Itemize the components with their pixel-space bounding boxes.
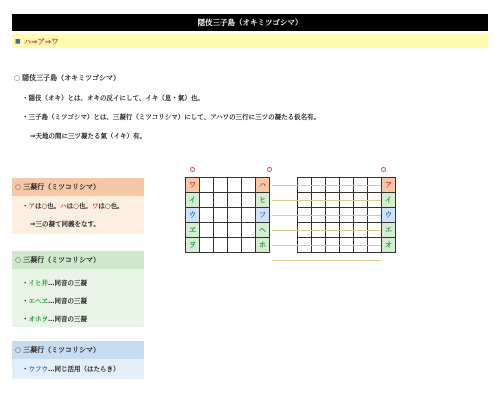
intro-line-3: ⇒天地の間に三ツ凝たる氣（イキ）有。 bbox=[30, 132, 146, 140]
grid-connector-line bbox=[272, 245, 381, 246]
panel-line: ・ イヒ井 …同音の三凝 bbox=[22, 278, 87, 287]
grid-connector-line bbox=[272, 230, 381, 231]
kana-cell: ヘ bbox=[256, 223, 270, 238]
panel-heading: ○ 三凝行（ミツコリシマ） bbox=[12, 178, 144, 196]
kana-cell: フ bbox=[256, 208, 270, 223]
panel-mitsukori-3 bbox=[12, 341, 144, 379]
blue-square-icon: ■ bbox=[15, 37, 21, 45]
grid-connector-line bbox=[272, 215, 381, 216]
kana-cell: ヲ bbox=[186, 238, 200, 253]
panel-mitsukori-1 bbox=[12, 178, 144, 234]
circle-bullet-icon: ○ bbox=[14, 74, 21, 82]
panel-mitsukori-2 bbox=[12, 251, 144, 327]
subtitle-text: ハ⇒ア⇒ワ bbox=[23, 36, 59, 46]
circle-bullet-icon: ○ bbox=[15, 183, 22, 191]
panel-line: ⇒三の凝て同義をなす。 bbox=[30, 219, 100, 228]
kana-grid-left bbox=[185, 177, 270, 253]
kana-cell: ウ bbox=[186, 208, 200, 223]
marker-circle-icon bbox=[381, 167, 386, 172]
panel-heading: ○ 三凝行（ミツコリシマ） bbox=[12, 341, 144, 359]
kana-cell: ア bbox=[382, 178, 396, 193]
panel-line: ・ ウフウ …同じ活用（はたらき） bbox=[22, 364, 120, 373]
intro-line-2: ・三子島（ミツゴシマ）とは、三凝行（ミツコリシマ）にして、アハワの三行に三ツの凝たる仮名有。 bbox=[22, 113, 321, 121]
page-title: 隠伎三子島（オキミツゴシマ） bbox=[12, 14, 488, 31]
kana-cell: ワ bbox=[186, 178, 200, 193]
circle-bullet-icon: ○ bbox=[15, 346, 22, 354]
grid-connector-line bbox=[272, 185, 381, 186]
panel-line: ・ エヘヱ …同音の三凝 bbox=[22, 296, 87, 305]
panel-line: ・ ア は○也。 ハ は○也。 ワ は○也。 bbox=[22, 201, 124, 210]
intro-line-1: ・隠伎（オキ）とは、オキの反イにして、イキ（息・氣）也。 bbox=[22, 94, 204, 102]
kana-cell: ヒ bbox=[256, 193, 270, 208]
kana-cell: ヱ bbox=[186, 223, 200, 238]
intro-heading: ○ 隠伎三子島（オキミツゴシマ） bbox=[14, 74, 120, 82]
circle-bullet-icon: ○ bbox=[15, 256, 22, 264]
kana-cell: イ bbox=[186, 193, 200, 208]
grid-connector-line bbox=[272, 260, 381, 261]
grid-connector-line bbox=[272, 200, 381, 201]
marker-circle-icon bbox=[190, 167, 195, 172]
panel-line: ・ オホヲ …同音の三凝 bbox=[22, 314, 87, 323]
kana-cell: ハ bbox=[256, 178, 270, 193]
kana-cell: オ bbox=[382, 238, 396, 253]
kana-cell: ウ bbox=[382, 208, 396, 223]
panel-heading: ○ 三凝行（ミツコリシマ） bbox=[12, 251, 144, 269]
marker-circle-icon bbox=[267, 167, 272, 172]
kana-cell: イ bbox=[382, 193, 396, 208]
kana-cell: ホ bbox=[256, 238, 270, 253]
kana-cell: エ bbox=[382, 223, 396, 238]
subtitle-bar bbox=[12, 34, 488, 48]
